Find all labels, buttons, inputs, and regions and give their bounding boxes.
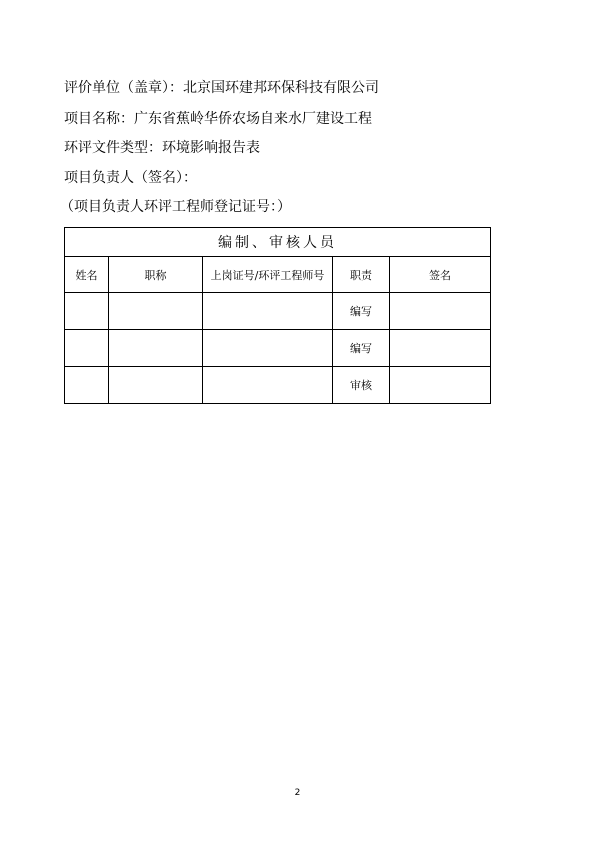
- cell-title: [109, 293, 203, 330]
- cell-certificate: [203, 367, 333, 404]
- cell-name: [65, 367, 109, 404]
- evaluation-unit-field: 评价单位（盖章）：北京国环建邦环保科技有限公司: [64, 80, 379, 96]
- cell-signature: [390, 293, 491, 330]
- table-row: [65, 367, 491, 404]
- cell-certificate: [203, 330, 333, 367]
- document-type-field: 环评文件类型：环境影响报告表: [64, 140, 260, 156]
- cell-certificate: [203, 293, 333, 330]
- staff-table: [64, 227, 491, 404]
- header-duty: 职责: [333, 257, 390, 293]
- cell-duty: 审核: [333, 367, 390, 404]
- cell-duty: 编写: [333, 330, 390, 367]
- header-title: 职称: [109, 257, 203, 293]
- page-number: 2: [294, 788, 301, 798]
- header-signature: 签名: [390, 257, 491, 293]
- cell-name: [65, 293, 109, 330]
- project-name-field: 项目名称：广东省蕉岭华侨农场自来水厂建设工程: [64, 111, 372, 127]
- table-row: [65, 330, 491, 367]
- table-header-row: [65, 257, 491, 293]
- table-row: [65, 293, 491, 330]
- cell-signature: [390, 330, 491, 367]
- cell-name: [65, 330, 109, 367]
- cell-duty: 编写: [333, 293, 390, 330]
- header-name: 姓名: [65, 257, 109, 293]
- project-lead-signature-field: 项目负责人（签名）：: [64, 170, 197, 186]
- header-certificate: 上岗证号/环评工程师号: [203, 257, 333, 293]
- cell-title: [109, 330, 203, 367]
- cell-signature: [390, 367, 491, 404]
- lead-certificate-field: （项目负责人环评工程师登记证号：）: [60, 199, 291, 215]
- cell-title: [109, 367, 203, 404]
- table-title: 编制、审核人员: [65, 228, 491, 257]
